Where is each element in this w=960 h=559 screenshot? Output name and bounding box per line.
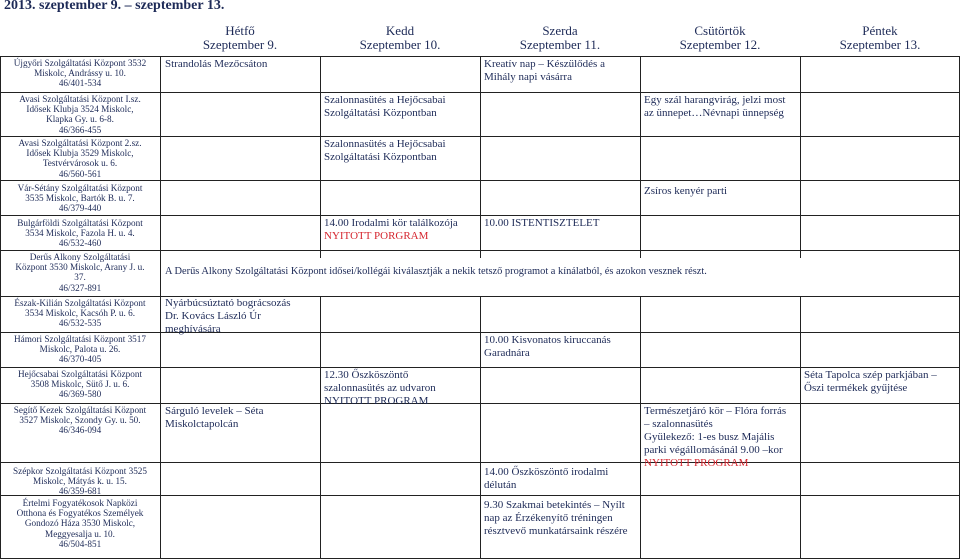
grid-line bbox=[0, 296, 960, 297]
location-line: Testvérvárosok u. 6. bbox=[42, 158, 118, 169]
event-line: 14.00 Irodalmi kör találkozója bbox=[324, 217, 458, 229]
open-program-label: NYITOTT PORGRAM bbox=[324, 230, 429, 242]
event-r7-monday bbox=[165, 297, 317, 336]
location-line: Szépkor Szolgáltatási Központ 3525 bbox=[13, 466, 147, 476]
location-line: Derűs Alkony Szolgáltatási bbox=[29, 252, 131, 262]
event-line: – szalonnasütés bbox=[644, 418, 713, 430]
event-line: délután bbox=[484, 479, 517, 491]
day-date: Szeptember 13. bbox=[839, 37, 921, 52]
event-line: Sárguló levelek – Séta bbox=[165, 405, 264, 417]
event-line: Séta Tapolca szép parkjában – bbox=[804, 369, 937, 381]
location-line: Újgyőri Szolgáltatási Központ 3532 bbox=[13, 58, 147, 68]
day-name: Csütörtök bbox=[694, 23, 746, 38]
grid-line bbox=[640, 56, 641, 258]
location-phone: 46/346-094 bbox=[58, 425, 102, 436]
location-line: Miskolc, Andrássy u. 10. bbox=[34, 68, 126, 79]
grid-line bbox=[0, 462, 960, 463]
event-r6-all-week: A Derűs Alkony Szolgáltatási Központ idősei/kollégái kiválasztják a nekik tetsző programot a kínálatból, és azokon vesznek részt. bbox=[165, 266, 707, 277]
location-phone: 46/327-891 bbox=[58, 282, 102, 293]
location-phone: 46/366-455 bbox=[58, 124, 102, 135]
location-line: Gondozó Háza 3530 Miskolc, bbox=[24, 518, 136, 529]
location-line: Központ 3530 Miskolc, Arany J. u. bbox=[15, 262, 145, 273]
grid-line bbox=[320, 56, 321, 258]
day-name: Kedd bbox=[385, 23, 415, 38]
event-line: résztvevő munkatársaink részére bbox=[484, 525, 628, 537]
event-line: 12.30 Őszköszöntő bbox=[324, 369, 409, 381]
location-line: Észak-Kilián Szolgáltatási Központ bbox=[14, 298, 146, 308]
grid-line bbox=[0, 250, 960, 251]
location-line: 3535 Miskolc, Bartók B. u. 7. bbox=[25, 193, 135, 204]
event-line: meghívására bbox=[165, 323, 221, 335]
location-line: Avasi Szolgáltatási Központ I.sz. bbox=[19, 94, 141, 104]
event-line: Dr. Kovács László Úr bbox=[165, 310, 261, 322]
location-line: Avasi Szolgáltatási Központ 2.sz. bbox=[18, 138, 142, 148]
location-line: 3534 Miskolc, Kacsóh P. u. 6. bbox=[25, 308, 135, 319]
event-r1-monday: Strandolás Mezőcsáton bbox=[165, 58, 268, 70]
event-r3-tuesday bbox=[324, 138, 478, 164]
event-line: Garadnára bbox=[484, 347, 530, 359]
event-r5-wednesday: 10.00 ISTENTISZTELET bbox=[484, 217, 600, 229]
location-hamori bbox=[2, 334, 158, 365]
event-line: 14.00 Őszköszöntő irodalmi bbox=[484, 466, 609, 478]
grid-line bbox=[0, 367, 960, 368]
event-r4-thursday: Zsíros kenyér parti bbox=[644, 185, 728, 197]
grid-line bbox=[0, 56, 1, 559]
day-date: Szeptember 10. bbox=[359, 37, 441, 52]
location-phone: 46/369-580 bbox=[58, 389, 102, 400]
day-date: Szeptember 9. bbox=[202, 37, 278, 52]
location-line: Klapka Gy. u. 6-8. bbox=[46, 114, 114, 125]
event-r10-thursday bbox=[644, 405, 799, 470]
event-r8-wednesday bbox=[484, 334, 638, 360]
location-segito-kezek bbox=[2, 405, 158, 436]
location-line: 3508 Miskolc, Sütő J. u. 6. bbox=[30, 379, 130, 390]
event-r11-wednesday bbox=[484, 466, 638, 492]
grid-line bbox=[0, 136, 960, 137]
event-line: Egy szál harangvirág, jelzi most bbox=[644, 94, 786, 106]
location-line: Idősek Klubja 3524 Miskolc, bbox=[26, 104, 134, 115]
grid-line bbox=[160, 56, 161, 559]
event-line: Természetjáró kör – Flóra forrás bbox=[644, 405, 787, 417]
location-line: Idősek Klubja 3529 Miskolc, bbox=[26, 148, 134, 159]
event-line: nap az Érzékenyítő tréningen bbox=[484, 512, 613, 524]
day-name: Péntek bbox=[862, 23, 898, 38]
location-line: Hejőcsabai Szolgáltatási Központ bbox=[18, 369, 142, 379]
event-line: parki végállomásánál 9.00 –kor bbox=[644, 444, 783, 456]
location-derus-alkony bbox=[2, 252, 158, 293]
grid-line bbox=[0, 403, 960, 404]
location-phone: 46/532-535 bbox=[58, 318, 102, 329]
grid-line bbox=[0, 180, 960, 181]
location-line: Segítő Kezek Szolgáltatási Központ bbox=[13, 405, 147, 415]
open-program-label: NYITOTT PROGRAM bbox=[644, 457, 749, 469]
event-line: Őszi termékek gyűjtése bbox=[804, 382, 908, 394]
location-ertelmi-fogyatekosok bbox=[2, 498, 158, 549]
event-r2-thursday bbox=[644, 94, 799, 120]
location-phone: 46/370-405 bbox=[58, 354, 102, 365]
location-line: Miskolc, Palota u. 26. bbox=[39, 344, 121, 355]
location-phone: 46/532-460 bbox=[58, 238, 102, 249]
event-line: Mihály napi vásárra bbox=[484, 71, 572, 83]
event-line: 9.30 Szakmai betekintés – Nyílt bbox=[484, 499, 625, 511]
location-phone: 46/379-440 bbox=[58, 203, 102, 214]
location-line: 3527 Miskolc, Szondy Gy. u. 50. bbox=[19, 415, 141, 426]
event-line: Szolgáltatási Központban bbox=[324, 151, 437, 163]
location-line: 3534 Miskolc, Fazola H. u. 4. bbox=[25, 228, 135, 239]
grid-line bbox=[320, 296, 321, 559]
location-var-setany bbox=[2, 183, 158, 214]
event-line: Szalonnasütés a Hejőcsabai bbox=[324, 138, 446, 150]
event-line: Szolgáltatási Központban bbox=[324, 107, 437, 119]
event-r2-tuesday bbox=[324, 94, 478, 120]
location-line: Értelmi Fogyatékosok Napközi bbox=[22, 498, 138, 508]
grid-line bbox=[480, 296, 481, 559]
location-avasi-2 bbox=[2, 138, 158, 179]
location-eszak-kilian bbox=[2, 298, 158, 329]
location-line: Bulgárföldi Szolgáltatási Központ bbox=[17, 218, 143, 228]
location-phone: 46/359-681 bbox=[58, 486, 102, 497]
location-line: Meggyesalja u. 10. bbox=[45, 528, 115, 539]
day-name: Szerda bbox=[542, 23, 578, 38]
location-hejocsabai bbox=[2, 369, 158, 400]
location-line: Vár-Sétány Szolgáltatási Központ bbox=[17, 183, 143, 193]
event-line: 10.00 Kisvonatos kiruccanás bbox=[484, 334, 611, 346]
event-line: szalonnasütés az udvaron bbox=[324, 382, 436, 394]
event-r9-friday bbox=[804, 369, 958, 395]
location-line: Miskolc, Mátyás k. u. 15. bbox=[33, 476, 127, 487]
location-avasi-1 bbox=[2, 94, 158, 135]
location-phone: 46/504-851 bbox=[58, 538, 102, 549]
day-header-monday bbox=[160, 24, 320, 54]
day-date: Szeptember 11. bbox=[519, 37, 601, 52]
event-line: Gyülekező: 1-es busz Majális bbox=[644, 431, 775, 443]
grid-line bbox=[0, 215, 960, 216]
event-r12-wednesday bbox=[484, 499, 638, 538]
event-line: Szalonnasütés a Hejőcsabai bbox=[324, 94, 446, 106]
grid-line bbox=[0, 92, 960, 93]
grid-line bbox=[0, 332, 960, 333]
event-r10-monday bbox=[165, 405, 317, 431]
grid-line bbox=[800, 296, 801, 559]
grid-line bbox=[800, 56, 801, 258]
page-title: 2013. szeptember 9. – szeptember 13. bbox=[4, 0, 225, 13]
location-ujgyori bbox=[2, 58, 158, 89]
day-header-thursday bbox=[640, 24, 800, 54]
event-r9-tuesday bbox=[324, 369, 478, 408]
day-header-tuesday bbox=[320, 24, 480, 54]
day-date: Szeptember 12. bbox=[679, 37, 761, 52]
location-phone: 46/401-534 bbox=[58, 78, 102, 89]
event-line: NYITOTT PROGRAM bbox=[324, 395, 429, 407]
location-line: Hámori Szolgáltatási Központ 3517 bbox=[14, 334, 146, 344]
location-bulgarfoldi bbox=[2, 218, 158, 249]
event-r1-wednesday bbox=[484, 58, 638, 84]
day-name: Hétfő bbox=[225, 23, 255, 38]
event-line: az ünnepet…Névnapi ünnepség bbox=[644, 107, 784, 119]
location-phone: 46/560-561 bbox=[58, 168, 102, 179]
day-header-friday bbox=[800, 24, 960, 54]
location-line: 37. bbox=[74, 272, 86, 283]
event-line: Nyárbúcsúztató bográcsozás bbox=[165, 297, 291, 309]
location-szepkor bbox=[2, 466, 158, 497]
grid-line bbox=[480, 56, 481, 258]
event-line: Miskolctapolcán bbox=[165, 418, 239, 430]
event-line: Kreatív nap – Készülődés a bbox=[484, 58, 605, 70]
grid-line bbox=[640, 296, 641, 559]
location-line: Otthona és Fogyatékos Személyek bbox=[16, 508, 144, 519]
day-header-wednesday bbox=[480, 24, 640, 54]
event-r5-tuesday bbox=[324, 217, 478, 243]
